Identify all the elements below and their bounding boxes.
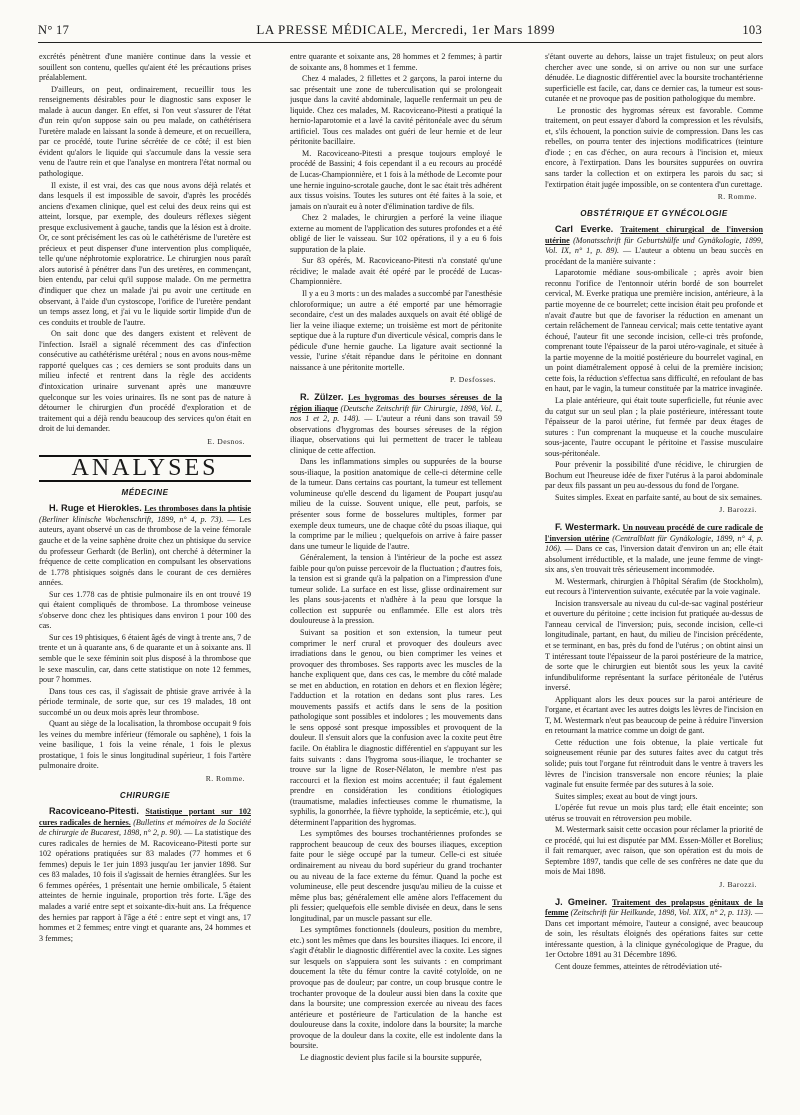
article-lead (545, 224, 763, 267)
article-source: (Bulletins et mémoires de la Société de chirurgie de Bucarest, 1898, n° 2, p. 90). (39, 817, 251, 838)
article-source: (Berliner klinische Wochenschrift, 1899, n° 4, p. 73). (39, 514, 224, 524)
article-everke (545, 224, 763, 516)
article-title: Traitement chirurgical de l'inversion utérine (545, 225, 763, 245)
page-header (38, 22, 762, 40)
signature: P. Desfosses. (450, 375, 496, 385)
paragraph: Pour prévenir la possibilité d'une récidive, le chirurgien de Bochum eut l'heureuse idée de fixer l'utérus à la paroi abdominale par deux fils passant un peu au-dessous du fond de l'organe. (545, 460, 763, 491)
article-zulzer (290, 392, 502, 1063)
article-lead (290, 392, 502, 456)
paragraph: Le pronostic des hygromas séreux est favorable. Comme traitement, on peut essayer d'abord la compression et les révulsifs, et, s'ils échouent, la ponction suivie de compression. Dans les cas rebelles, on pourra tenter des injections modificatrices (teinture d'iode ; en cas d'échec, on aura recours à l'incision et, mieux encore, à l'extirpation. Dans les boursites suppurées on ouvrira sans tarder la collection et on extirpera les parois du sac; si l'extirpation était jugée impossible, on se contentera d'un curettage. (545, 105, 763, 189)
paragraph: On sait donc que des dangers existent et relèvent de l'infection. Israël a signalé récemment des cas d'infection consécutive au cathétérisme urétéral ; nous en avons nous-même rapporté quelques cas ; ces derniers se sont produits dans un milieu infecté et rentrent dans la règle des accidents d'intoxication urinaire survenant après une manœuvre quelconque sur les voies urinaires. Ils ne sont pas de nature à détourner le chirurgien d'un procédé d'exploration et de traitement qui a déjà rendu beaucoup des services qu'on était en droit de lui demander. (39, 329, 251, 434)
paragraph: Suites simples. Exeat en parfaite santé, au bout de six semaines. (555, 492, 763, 502)
paragraph: Dans tous ces cas, il s'agissait de phtisie grave arrivée à la période terminale, de sorte que, sur ces 19 malades, 18 ont succombé un ou deux mois après leur thrombose. (39, 686, 251, 717)
article-racoviceano (39, 806, 251, 944)
paragraph: entre quarante et soixante ans, 28 hommes et 2 femmes; à partir de soixante ans, 8 hommes et 1 femme. (290, 52, 502, 72)
paragraph: Cent douze femmes, atteintes de rétrodéviation uté- (555, 961, 722, 971)
signature: R. Romme. (205, 774, 245, 783)
paragraph: Appliquant alors les deux pouces sur la paroi antérieure de l'organe, et écartant avec les autres doigts les lèvres de l'incision en T, M. Westermark n'eut pas beaucoup de peine à réduire l'inversion en retournant la matrice comme un doigt de gant. (545, 694, 763, 736)
paragraph: Chez 4 malades, 2 fillettes et 2 garçons, la paroi interne du sac présentait une zone de tuberculisation qui se prolongeait jusque dans la cavité abdominale, laquelle renfermait un peu de liquide. Chez ces malades, M. Racoviceano-Pitesti a pratiqué la hernio-laparotomie et a lavé la cavité péritonéale avec du sérum artificiel. Tous ces malades ont guéri de leur hernie et de leur péritonite bacillaire. (290, 74, 502, 147)
article-title: Les thromboses dans la phtisie (144, 504, 251, 514)
paragraph: Suites simples; exeat au bout de vingt jours. (555, 791, 698, 801)
paragraph: Il existe, il est vrai, des cas que nous avons déjà relatés et dans lesquels il est impossible de savoir, d'après les procédés anciens d'examen clinique, quel est celui des deux reins qui est atteint, lorsque, par exemple, des douleurs réflexes siègent presque exclusivement à gauche, tandis que la lésion est à droite. Or, ce sont précisément les cas où le cathétérisme de l'uretère est précieux et peut dispenser d'une intervention plus compliquée, telle qu'une néphrotomie exploratrice. Le chirurgien nous paraît alors autorisé à pénétrer dans l'un des uretères, en commençant, bien entendu, par celui qu'il suppose malade. On me permettra d'indiquer que chez un malade j'ai pu avoir une certitude en observant, à l'aide d'un cystoscope, l'orifice de l'uretère pendant un temps assez long, et j'ai vu le liquide sortir limpide d'un de ces conduits et trouble de l'autre. (39, 180, 251, 327)
paragraph: Sur 83 opérés, M. Racoviceano-Pitesti n'a constaté qu'une récidive; le malade avait été opéré par le procédé de Lucas-Championnière. (290, 256, 502, 287)
article-source: (Monatsschrift für Geburtshülfe und Gynäkologie, 1899, Vol. IX, n° 1, p. 89). (545, 235, 763, 256)
article-author: J. Gmeiner. (555, 896, 608, 907)
article-title: Les hygromas des bourses séreuses de la région iliaque (290, 392, 502, 413)
paragraph: Généralement, la tension à l'intérieur de la poche est assez faible pour qu'on puisse percevoir de la fluctuation ; d'autres fois, la tension est si grande qu'à la palpation on a l'impression d'une tumeur solide. La surface en est lisse, glisse ordinairement sur les plans sous-jacents et n'adhère à la peau que lorsque la collection est suppurée ou enflammée. Elle est alors très douloureuse à la pression. (290, 553, 502, 626)
paragraph: excrétés pénètrent d'une manière continue dans la vessie et souillent son contenu, quelles qu'aient été les précautions prises préalablement. (39, 52, 251, 83)
section-heading-medecine: MÉDECINE (121, 487, 169, 497)
article-lead (39, 806, 251, 944)
paragraph: M. Westermark, chirurgien à l'hôpital Sérafim (de Stockholm), eut recours à l'intervention suivante, exécutée par la voie vaginale. (545, 576, 763, 597)
paragraph: Chez 2 malades, le chirurgien a perforé la veine iliaque externe au moment de l'application des sutures profondes et a été obligé de lier le vaisseau. Sur 102 opérations, il y a eu 6 fois suppuration de la plaie. (290, 213, 502, 254)
paragraph: D'ailleurs, on peut, ordinairement, recueillir tous les renseignements désirables pour le diagnostic sans exposer le malade à aucun danger. En effet, si l'on veut s'assurer de l'état d'un rein qu'on suppose sain ou peu malade, on cathétérisera l'uretère malade en laissant la sonde à demeure, et on recueillera, par ce procédé, toute l'urine sécrétée de ce côté; il est bien évident qu'alors le liquide qui s'accumule dans la vessie sera venu de l'autre rein et que l'analyse en montrera l'état normal ou pathologique. (39, 84, 251, 179)
section-banner-analyses: ANALYSES (39, 455, 251, 482)
paragraph: M. Westermark saisit cette occasion pour réclamer la priorité de ce procédé, qui lui est disputée par MM. Essen-Möller et Borelius; il fait remarquer, avec raison, que son opération est du mois de Septembre 1897, tandis que celle de ses confrères ne date que du mois de Mai 1898. (545, 825, 763, 877)
article-source: (Zeitschrift für Heilkunde, 1898, Vol. XIX, n° 2, p. 113). (570, 908, 753, 918)
article-text: — L'auteur a réuni dans son travail 59 observations d'hygromas des bourses séreuses de la région iliaque, observations qui lui permettent de tracer le tableau clinique de cette affection. (290, 414, 502, 455)
article-lead (39, 503, 251, 588)
article-title: Statistique portant sur 102 cures radicales de hernies. (39, 807, 251, 827)
paragraph: s'étant ouverte au dehors, laisse un trajet fistuleux; on peut alors chercher avec une sonde, si on arrive ou non sur une surface dénudée. Le diagnostic différentiel avec la boursite trochantérienne superficielle est facile, car, dans ce dernier cas, la tumeur est sous-cutanée et ne provoque pas de position pathologique du membre. (545, 52, 763, 104)
paragraph: Les symptômes fonctionnels (douleurs, position du membre, etc.) sont les mêmes que dans les boursites iliaques. Ici encore, il s'agit d'établir le diagnostic différentiel avec la coxite. Les signes sur lesquels on s'appuiera sont les suivants : en comprimant doucement la tête du fémur contre la cavité cotyloïde, on ne provoque pas de douleur; par contre, un coup brusque contre le trochanter provoque de la douleur aussi bien dans la coxite que dans la boursite; une compression exercée au niveau des faces antérieure et postérieure de l'articulation de la hanche est douloureuse dans la coxite, indolore dans la boursite; la marche provoque de la douleur dans la coxite, elle est indolente dans la boursite. (290, 925, 502, 1051)
signature: E. Desnos. (207, 436, 245, 446)
article-text: — Dans ce cas, l'inversion datait d'environ un an; elle était absolument irréductible, et la malade, une jeune femme de vingt-six ans, s'en trouvait très sérieusement incommodée. (545, 544, 763, 575)
signature: J. Barozzi. (719, 505, 757, 515)
article-text: — Dans cet important mémoire, l'auteur a consigné, avec beaucoup de soin, les résultats éloignés des opérations faites sur cette intéressante question, à la clinique gynécologique de Prague, du 1er Octobre 1891 au 31 Décembre 1896. (545, 908, 763, 960)
paragraph: Les symptômes des bourses trochantériennes profondes se rapprochent beaucoup de ceux des bourses iliaques, exception faite pour le siège occupé par la tumeur. Celle-ci est située ordinairement au niveau du bord supérieur du grand trochanter ou au niveau de la face externe du fémur. Quand la poche est volumineuse, elle peut descendre jusqu'au milieu de la cuisse et même plus bas; généralement elle amène alors l'effacement du pli fessier; quelquefois elle semble divisée en deux, dans le sens longitudinal, par un muscle passant sur elle. (290, 829, 502, 923)
paragraph: Quant au siège de la localisation, la thrombose occupait 9 fois les veines du membre inférieur (fémorale ou saphène), 1 fois la veine basilique, 1 fois la veine rénale, 1 fois le plexus prostatique, 1 fois le sinus longitudinal supérieur, 1 fois l'artère pulmonaire droite. (39, 719, 251, 771)
article-title: Un nouveau procédé de cure radicale de l'inversion utérine (545, 522, 763, 543)
article-author: F. Westermark. (555, 521, 621, 532)
paragraph: Laparotomie médiane sous-ombilicale ; après avoir bien reconnu l'orifice de l'entonnoir utérin bordé de son bourrelet cervical, M. Everke pratiqua une première incision, antérieure, à la partie moyenne de ce bourrelet; cette incision était peu profonde et n'avait d'autre but que de favoriser la réduction en amenant un certain relâchement de l'anneau cervical; mais cette tentative ayant échoué, l'auteur fit une seconde incision, celle-ci très profonde, comprenant toute l'épaisseur de la paroi utéro-vaginale, et située à la partie moyenne de la moitié postérieure du bourrelet vaginal, en un point diamétralement opposé à celui de la première incision; cette fois, la réduction s'effectua sans difficulté, en refoulant de bas en haut, par le vagin, la tumeur constituée par la matrice invaginée. (545, 268, 763, 394)
journal-title: LA PRESSE MÉDICALE, Mercredi, 1er Mars 1899 (256, 22, 556, 37)
paragraph: Il y a eu 3 morts : un des malades a succombé par l'anesthésie chloroformique; un autre a été emporté par une hémorragie secondaire, c'est un des malades auxquels on avait été obligé de lier la veine iliaque externe; un troisième est mort de péritonite septique due à la rupture d'un diverticule vésical, compris dans le pédicule d'une hernie gauche. La ligature avait sectionné la vessie, l'urine s'était répandue dans le péritoine en donnant naissance à une péritonite mortelle. (290, 289, 502, 372)
article-text: — L'auteur a obtenu un beau succès en procédant de la manière suivante : (545, 246, 763, 266)
column-2 (290, 52, 502, 1104)
paragraph: Dans les inflammations simples ou suppurées de la bourse sous-iliaque, la position anatomique de celle-ci détermine celle de la tumeur. Dans certains cas pourtant, la tumeur est tellement volumineuse qu'elle descend du ligament de Poupart jusqu'au milieu de la cuisse. Souvent unique, elle peut, parfois, se présenter sous forme de bosselures multiples, former par exemple deux tumeurs, une de chaque côté du psoas iliaque, qui la comprime par le milieu ; quelquefois on arrive à faire passer dans une tumeur le liquide de l'autre. (290, 457, 502, 551)
paragraph: Cette réduction une fois obtenue, la plaie verticale fut soigneusement réunie par des sutures faites avec du catgut très solide; puis tout l'organe fut réintroduit dans le ventre à travers les lèvres de l'incision transversale non encore réunies; la plaie vaginale fut ensuite fermée par des sutures à la soie. (545, 737, 763, 790)
paragraph: L'opérée fut revue un mois plus tard; elle était enceinte; son utérus se trouvait en rétroversion peu mobile. (545, 803, 763, 823)
article-lead (545, 897, 763, 961)
signature: R. Romme. (717, 192, 757, 202)
paragraph: Incision transversale au niveau du cul-de-sac vaginal postérieur et ouverture du péritoine ; cette incision fut pratiquée au-dessus de l'anneau cervical de l'inversion; puis, seconde incision, celle-ci longitudinale, partant, en haut, du milieu de l'incision précédente, et se terminant, en bas, près du fond de l'utérus ; on obtint ainsi un T intéressant toute l'épaisseur de la paroi postérieure de la matrice, de sorte que le chirurgien eut bientôt sous les yeux la cavité infundibuliforme représentant la surface péritonéale de l'utérus inversé. (545, 598, 763, 693)
article-lead (545, 522, 763, 576)
page-number: 103 (742, 23, 762, 37)
paragraph: Suivant sa position et son extension, la tumeur peut comprimer le nerf crural et provoquer des douleurs avec irradiations dans le genou, ou bien comprimer les veines et provoquer des thromboses. Ses rapports avec les muscles de la hanche expliquent que, dans ces cas, le membre du côté malade se met en abduction, en rotation en dehors et en flexion légère; l'adduction et la rotation en dedans sont plus rares. Les mouvements passifs et actifs dans le sens de la position pathologique sont possibles et indolores ; les mouvements dans le sens opposé sont presque impossibles et provoquent de la douleur. Il s'ensuit alors que la confusion avec la coxite peut être facile. On établira le diagnostic différentiel en s'appuyant sur les faits suivants : dans l'hygroma sous-iliaque, le trochanter se trouve sur la ligne de Roser-Nélaton, le membre n'est pas raccourci et la flexion est moins accentuée; il faut également prendre en considération les conditions étiologiques (traumatisme, maladies infectieuses comme le rhumatisme, la syphilis, la gonorrhée, la fièvre typhoïde, la septicémie, etc.), qui déterminent l'apparition des hygromas. (290, 627, 502, 827)
column-3 (545, 52, 763, 1104)
article-source: (Centralblatt für Gynäkologie, 1899, n° 4, p. 106). (545, 533, 763, 554)
paragraph: Le diagnostic devient plus facile si la boursite suppurée, (300, 1052, 482, 1062)
paragraph: La plaie antérieure, qui était toute superficielle, fut réunie avec du catgut sur un seul plan ; la plaie postérieure, intéressant toute l'épaisseur de la paroi utérine, fut fermée par deux étages de sutures : l'un comprenant la muqueuse et la couche musculaire sous-jacente, l'autre occupant le péritoine et l'assise musculaire sous-péritonéale. (545, 395, 763, 458)
article-source: (Deutsche Zeitschrift für Chirurgie, 1898, Vol. L, nos 1 et 2, p. 148). (290, 403, 502, 424)
article-text: — Les auteurs, ayant observé un cas de thrombose de la veine fémorale gauche et de la veine saphène droite chez un phtisique du service du professeur Gerhardt (de Berlin), ont cherché à déterminer la fréquence de cette complication en compulsant les observations de 1.778 phtisiques soignés dans le courant de ces dernières années. (39, 514, 251, 588)
article-author: H. Ruge et Hierokles. (49, 503, 142, 514)
paragraph: Sur ces 19 phtisiques, 6 étaient âgés de vingt à trente ans, 7 de trente et un à quarante ans, 6 de quarante et un à soixante ans. Il semble que le sexe féminin soit plus disposé à la thrombose que le sexe masculin, car, dans cette statistique on note 12 femmes, pour 7 hommes. (39, 632, 251, 685)
signature: J. Barozzi. (719, 880, 757, 890)
paragraph: Sur ces 1.778 cas de phtisie pulmonaire ils en ont trouvé 19 qui étaient compliqués de thrombose. La thrombose veineuse s'observe donc chez les phtisiques dans environ 1 pour 100 des cas. (39, 589, 251, 631)
section-heading-obstetrique: OBSTÉTRIQUE ET GYNÉCOLOGIE (580, 208, 728, 218)
section-heading-chirurgie: CHIRURGIE (119, 790, 171, 800)
issue-number: N° 17 (38, 23, 70, 37)
paragraph: M. Racoviceano-Pitesti a presque toujours employé le procédé de Bassini; 4 fois cependant il a eu recours au procédé de Lucas-Championnière, et 1 fois à la méthode de Lecomte pour une hernie inguino-scrotale gauche, dont le sac était très adhérent aux tissus voisins. Toutes les sutures ont été faites à la soie, et jamais on n'aurait eu à noter d'élimination tardive de fils. (290, 148, 502, 211)
column-1 (39, 52, 251, 1104)
article-title: Traitement des prolapsus génitaux de la femme (545, 897, 763, 918)
header-rule (38, 42, 762, 43)
article-gmeiner (545, 897, 763, 973)
article-author: R. Zülzer. (300, 391, 344, 402)
article-author: Racoviceano-Pitesti. (49, 806, 139, 817)
article-text: — La statistique des cures radicales de hernies de M. Racoviceano-Pitesti porte sur 102 opérations pratiquées sur 83 malades (77 hommes et 6 femmes) depuis le 1er juin 1893 jusqu'au 1er janvier 1898. Sur ces 83 malades, 10 fois il s'agissait de hernies étranglées. Sur les 6 femmes opérées, 1 présentait une hernie ombilicale, 5 étaient atteintes de hernie inguinale, proportion très forte. L'âge des malades a varié entre sept et soixante-dix-huit ans. La fréquence des hernies par rapport à l'âge a été : entre sept et vingt ans, 17 hommes et 2 femmes; entre vingt et quarante ans, 24 hommes et 3 femmes; (39, 828, 251, 943)
article-ruge-hierokles (39, 503, 251, 784)
article-westermark (545, 522, 763, 891)
article-author: Carl Everke. (555, 224, 614, 235)
